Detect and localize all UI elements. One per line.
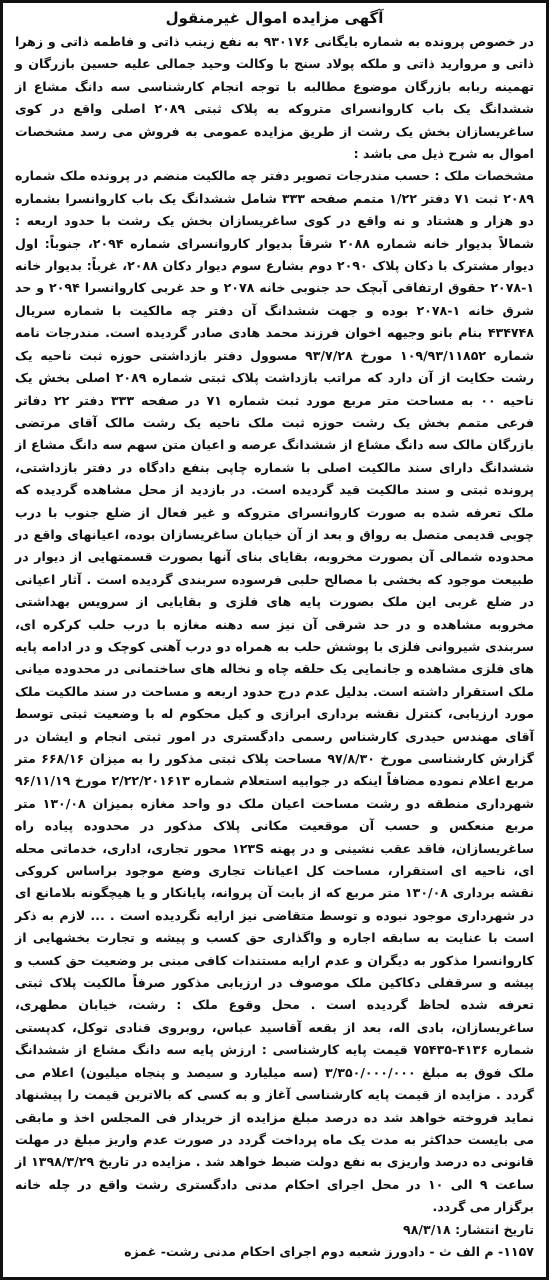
notice-intro: در خصوص پرونده به شماره بایگانی ۹۳۰۱۷۶ به نفع زینب ذاتی و فاطمه ذاتی و زهرا ذاتی و مروارید ذاتی و ملکه پولاد سنج با وکالت وحید جمالی علیه حسین بازرگان و تهمینه ربابه بازرگان موضوع مطالبه با توجه انجام کارشناسی سه دانگ مشاع از ششدانگ یک باب کاروانسرای متروکه به پلاک ثبتی ۲۰۸۹ اصلی واقع در کوی ساغریسازان بخش یک رشت از طریق مزایده عمومی به فروش می رسد مشخصات اموال به شرح ذیل می باشد : [15,34,534,162]
notice-footer: ۱۱۵۷- م الف ث - دادورز شعبه دوم اجرای احکام مدنی رشت- غمزه [124,1243,534,1259]
notice-title: آگهی مزایده اموال غیرمنقول [165,9,384,27]
notice-body: مشخصات ملک : حسب مندرجات تصویر دفتر چه مالکیت منضم در پرونده ملک شماره ۲۰۸۹ ثبت ۷۱ دفتر ۱/۲۲ متمم صفحه ۳۳۳ شامل ششدانگ یک باب کاروانسرا بشماره دو هزار و هشتاد و نه واقع در کوی ساغریسازان بخش یک رشت با حدود اربعه : شمالاً بدیوار خانه شماره ۲۰۸۸ شرقاً بدیوار کاروانسرای شماره ۲۰۹۴، جنوباً: اول دیوار مشترک با دکان پلاک ۲۰۹۰ دوم بشارع سوم دیوار دکان ۲۰۸۸، غرباً: بدیوار خانه ۱-۲۰۷۸ حقوق ارتفاقی آبچک حد جنوبی خانه ۲۰۷۸ و حد غربی کاروانسرا ۲۰۹۴ و حد شرق خانه ۱-۲۰۷۸ بوده و جهت ششدانگ آن دفتر چه مالکیت با شماره سریال ۴۳۴۷۴۸ بنام بانو وجیهه اخوان فرزند محمد هادی صادر گردیده است. مندرجات نامه شماره ۱۰۹/۹۳/۱۱۸۵۲ مورخ ۹۳/۷/۲۸ مسوول دفتر بازداشتی حوزه ثبت ناحیه یک رشت حکایت از آن دارد که مراتب بازداشت پلاک ثبتی شماره ۲۰۸۹ اصلی بخش یک ناحیه ۰۰ به مساحت متر مربع مورد ثبت شماره ۷۱ در صفحه ۳۳۳ دفتر ۲۲ دفاتر فرعی متمم بخش یک رشت حوزه ثبت ملک ناحیه یک رشت مالک آقای مرتضی بازرگان مالک سه دانگ مشاع از ششدانگ عرصه و اعیان متن سهم سه دانگ مشاع از ششدانگ دارای سند مالکیت اصلی با شماره چاپی بنفع دادگاه در دفتر بازداشتی، پرونده ثبتی و سند مالکیت قید گردیده است. در بازدید از محل مشاهده گردیده که ملک تعرفه شده به صورت کاروانسرای متروکه و غیر فعال از ضلع جنوب با درب چوبی قدیمی متصل به رواق و بعد از آن خیابان ساغریسازان بوده، اعیانهای واقع در محدوده شمالی آن بصورت مخروبه، بقایای بنای آنها بصورت قسمتهایی از دیوار در طبیعت موجود که بخشی با مصالح حلبی فرسوده سربندی گردیده است . آثار اعیانی در ضلع غربی این ملک بصورت پایه های فلزی و بقایایی از سرویس بهداشتی مخروبه مشاهده و در حد شرقی آن نیز سه دهنه مغازه با درب حلب کرکره ای، سربندی شیروانی فلزی با پوشش حلب به همراه دو درب آهنی کوچک و در ادامه پایه های فلزی مشاهده و جانمایی یک حلقه چاه و نخاله های ساختمانی در محدوده میانی ملک استقرار داشته است. بدلیل عدم درج حدود اربعه و مساحت در سند مالکیت ملک مورد ارزیابی، کنترل نقشه برداری ابرازی و کیل محکوم له با وضعیت ثبتی توسط آقای مهندس حیدری کارشناس رسمی دادگستری در امور ثبتی انجام و ایشان در گزارش کارشناسی مورخ ۹۷/۸/۳۰ مساحت پلاک ثبتی مذکور را به میزان ۶۶۸/۱۶ متر مربع اعلام نموده مضافاً اینکه در جوابیه استعلام شماره ۲/۲۲/۲۰۱۶۱۳ مورخ ۹۶/۱۱/۱۹ شهرداری منطقه دو رشت مساحت اعیان ملک دو واحد مغازه بمیزان ۱۳۰/۰۸ متر مربع منعکس و حسب آن موقعیت مکانی پلاک مذکور در محدوده پیاده راه ساغریسازان، فاقد عقب نشینی و در پهنه ۱۲۳S محور تجاری، اداری، خدماتی محله ای، ناحیه ای استقرار، مساحت کل اعیانات تجاری وضع موجود براساس کروکی نقشه برداری ۱۳۰/۰۸ متر مربع که از بابت آن پروانه، پایانکار و یا هیچگونه بلامانع ای در شهرداری موجود نبوده و توسط متقاضی نیز ارایه نگردیده است . ... لازم به ذکر است با عنایت به سابقه اجاره و واگذاری حق کسب و پیشه و تجارت بخشهایی از کاروانسرا مذکور به دیگران و عدم ارایه مستندات کافی مبنی بر وضعیت حق کسب و پیشه و سرقفلی دکاکین ملک موصوف در ارزیابی مذکور صرفاً مالکیت پلاک ثبتی تعرفه شده لحاظ گردیده است . محل وقوع ملک : رشت، خیابان مطهری، ساغریسازان، بادی اله، بعد از بقعه آقاسید عباس، روبروی قنادی توکل، کدپستی شماره ۴۱۳۶-۷۵۴۳۵ قیمت پایه کارشناسی : ارزش پایه سه دانگ مشاع از ششدانگ ملک فوق به مبلغ ۳/۳۵۰/۰۰۰/۰۰۰ (سه میلیارد و سیصد و پنجاه میلیون) اعلام می گردد . مزایده از قیمت پایه کارشناسی آغاز و به کسی که بالاترین قیمت را پیشنهاد نماید فروخته خواهد شد ده درصد مبلغ مزایده از خریدار فی المجلس اخذ و مابقی می بایست حداکثر به مدت یک ماه پرداخت گردد در صورت عدم واریز مبلغ در مهلت قانونی ده درصد واریزی به نفع دولت ضبط خواهد شد . مزایده در تاریخ ۱۳۹۸/۳/۲۹ از ساعت ۹ الی ۱۰ در محل اجرای احکام مدنی دادگستری رشت واقع در چله خانه برگزار می گردد. [15,168,534,1215]
publication-date: تاریخ انتشار: ۹۸/۳/۱۸ [403,1221,534,1237]
